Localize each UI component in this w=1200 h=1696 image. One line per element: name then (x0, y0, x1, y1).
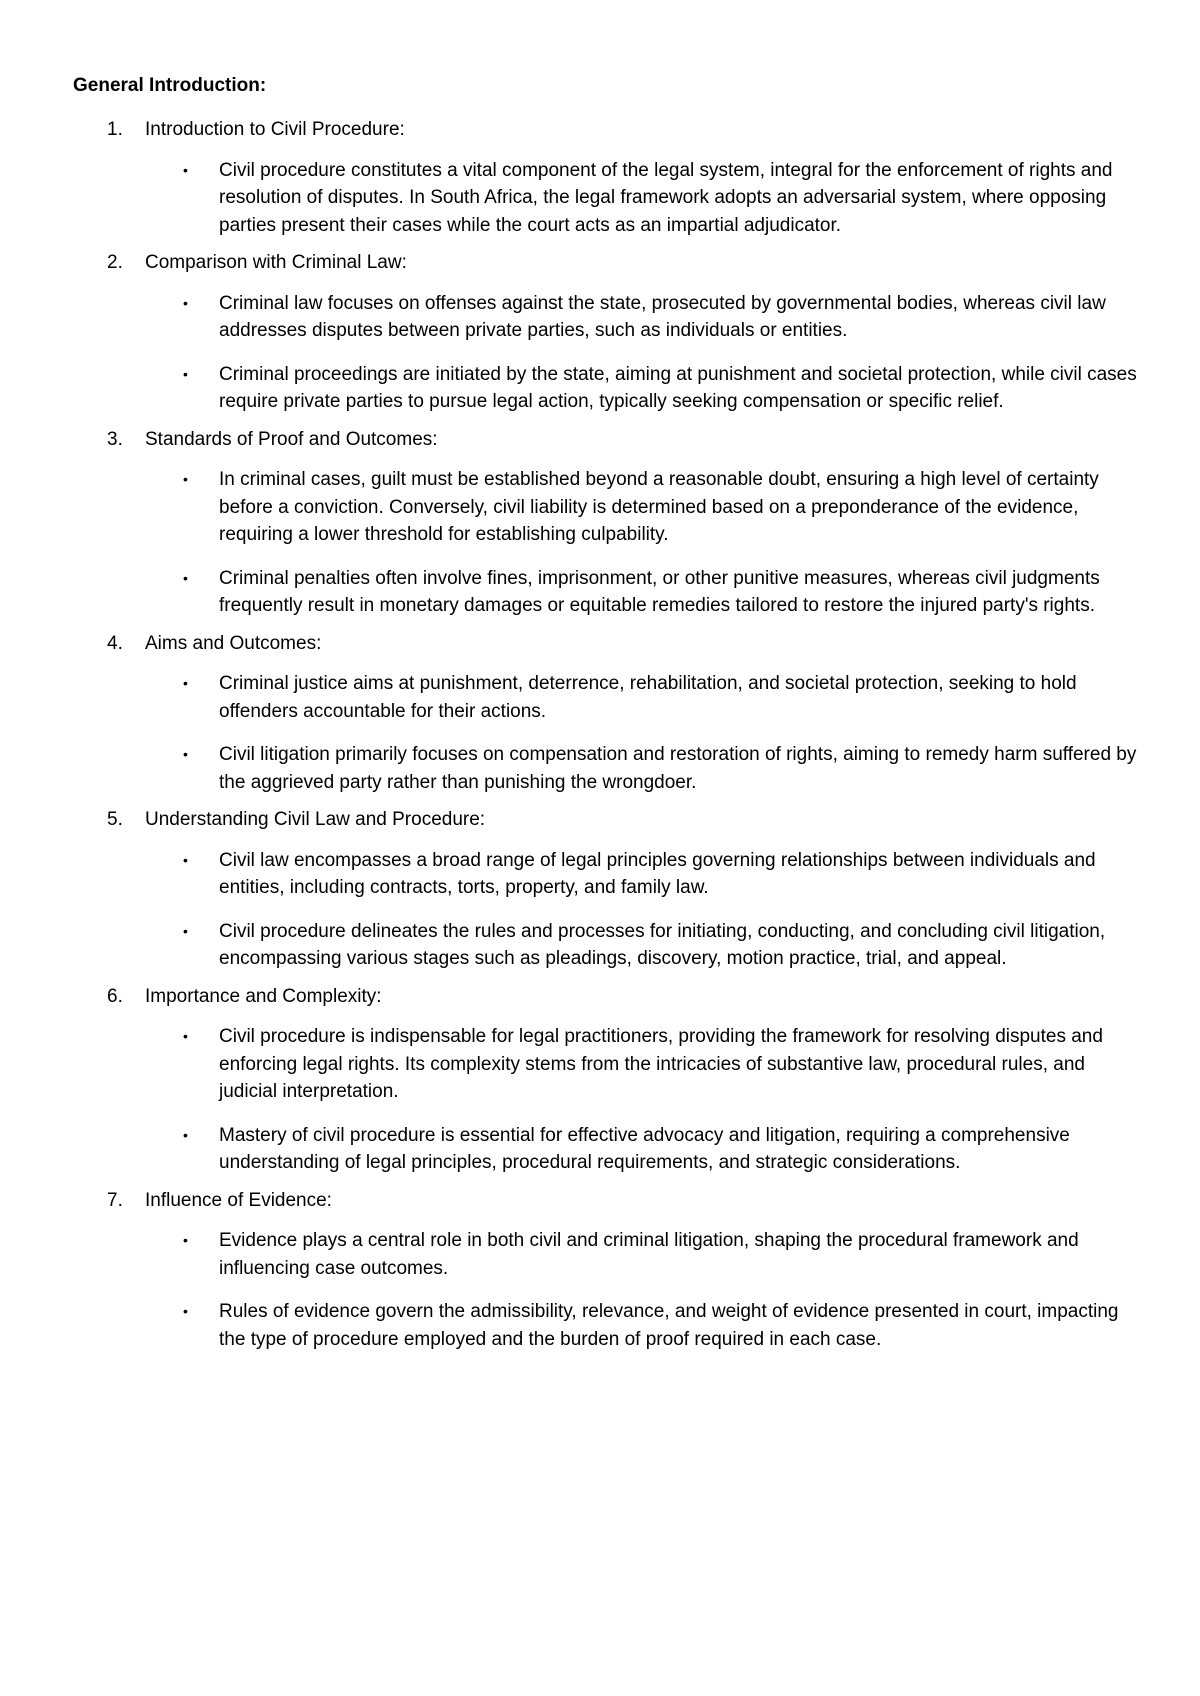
bullet-item (73, 741, 1143, 796)
document-title: General Introduction: (73, 75, 267, 96)
bullet-icon: • (183, 1303, 188, 1319)
bullet-list (73, 1227, 1143, 1353)
section-item (73, 630, 1143, 797)
bullet-icon: • (183, 922, 188, 939)
bullet-item (73, 1298, 1143, 1353)
bullet-list (73, 466, 1143, 620)
bullet-icon: • (183, 471, 188, 487)
section-heading (73, 116, 1143, 144)
section-number: 7. (107, 1189, 123, 1211)
bullet-icon: • (183, 1126, 188, 1143)
bullet-icon: • (183, 365, 188, 382)
section-number: 3. (107, 428, 123, 450)
bullet-item (73, 466, 1143, 549)
section-title: Aims and Outcomes: (145, 632, 322, 654)
section-title: Understanding Civil Law and Procedure: (145, 809, 486, 830)
bullet-text: Civil procedure is indispensable for legal practitioners, providing the framework for resolving disputes and enforcing legal rights. Its complexity stems from the intricacies of substantive law, procedural rules, and judicial interpretation. (219, 1026, 1103, 1102)
section-item (73, 426, 1143, 620)
section-heading (73, 806, 1143, 834)
bullet-text: In criminal cases, guilt must be established beyond a reasonable doubt, ensuring a high level of certainty before a conviction. Conversely, civil liability is determined based on a preponderance of the evidence, requiring a lower threshold for establishing culpability. (219, 469, 1099, 545)
bullet-icon: • (183, 1232, 188, 1248)
section-list (73, 116, 1143, 1363)
bullet-text: Mastery of civil procedure is essential for effective advocacy and litigation, requiring a comprehensive understanding of legal principles, procedural requirements, and strategic considerations. (219, 1124, 1070, 1173)
section-number: 4. (107, 632, 123, 654)
bullet-item (73, 670, 1143, 725)
bullet-icon: • (183, 851, 188, 868)
bullet-icon: • (183, 569, 188, 586)
bullet-text: Criminal justice aims at punishment, deterrence, rehabilitation, and societal protection, seeking to hold offenders accountable for their actions. (219, 673, 1077, 722)
bullet-list (73, 157, 1143, 240)
bullet-text: Evidence plays a central role in both civil and criminal litigation, shaping the procedural framework and influencing case outcomes. (219, 1230, 1079, 1279)
bullet-icon: • (183, 746, 188, 762)
bullet-item (73, 157, 1143, 240)
section-item (73, 249, 1143, 416)
bullet-item (73, 1122, 1143, 1177)
bullet-text: Civil law encompasses a broad range of legal principles governing relationships between individuals and entities, including contracts, torts, property, and family law. (219, 849, 1096, 898)
section-item (73, 983, 1143, 1177)
section-heading (73, 630, 1143, 658)
bullet-list (73, 670, 1143, 796)
bullet-list (73, 290, 1143, 416)
section-heading (73, 426, 1143, 454)
bullet-text: Criminal proceedings are initiated by the state, aiming at punishment and societal protection, while civil cases require private parties to pursue legal action, typically seeking compensation or specific relief. (219, 363, 1137, 412)
section-title: Comparison with Criminal Law: (145, 252, 407, 273)
bullet-icon: • (183, 675, 188, 691)
bullet-list (73, 1023, 1143, 1177)
section-number: 2. (107, 252, 123, 273)
bullet-item (73, 361, 1143, 416)
section-number: 6. (107, 985, 123, 1007)
bullet-item (73, 290, 1143, 345)
bullet-text: Civil procedure delineates the rules and processes for initiating, conducting, and concluding civil litigation, encompassing various stages such as pleadings, discovery, motion practice, trial, and appeal. (219, 920, 1106, 969)
section-heading (73, 983, 1143, 1011)
bullet-item (73, 918, 1143, 973)
section-item (73, 116, 1143, 239)
section-number: 1. (107, 119, 123, 140)
bullet-item (73, 1023, 1143, 1106)
bullet-icon: • (183, 1028, 188, 1044)
bullet-list (73, 847, 1143, 973)
section-heading (73, 1187, 1143, 1215)
bullet-text: Criminal law focuses on offenses against the state, prosecuted by governmental bodies, whereas civil law addresses disputes between private parties, such as individuals or entities. (219, 292, 1106, 341)
bullet-text: Rules of evidence govern the admissibility, relevance, and weight of evidence presented in court, impacting the type of procedure employed and the burden of proof required in each case. (219, 1301, 1119, 1350)
section-title: Introduction to Civil Procedure: (145, 119, 405, 140)
section-title: Standards of Proof and Outcomes: (145, 428, 438, 450)
bullet-text: Criminal penalties often involve fines, imprisonment, or other punitive measures, whereas civil judgments frequently result in monetary damages or equitable remedies tailored to restore the injured party's rights. (219, 567, 1100, 616)
section-item (73, 806, 1143, 973)
bullet-icon: • (183, 161, 188, 178)
section-title: Influence of Evidence: (145, 1189, 332, 1211)
section-number: 5. (107, 809, 123, 830)
section-heading (73, 249, 1143, 277)
section-item (73, 1187, 1143, 1354)
section-title: Importance and Complexity: (145, 985, 382, 1007)
bullet-text: Civil litigation primarily focuses on compensation and restoration of rights, aiming to remedy harm suffered by the aggrieved party rather than punishing the wrongdoer. (219, 744, 1137, 793)
bullet-icon: • (183, 294, 188, 311)
bullet-text: Civil procedure constitutes a vital component of the legal system, integral for the enforcement of rights and resolution of disputes. In South Africa, the legal framework adopts an adversarial system, where opposing parties present their cases while the court acts as an impartial adjudicator. (219, 159, 1113, 236)
bullet-item (73, 1227, 1143, 1282)
bullet-item (73, 565, 1143, 620)
bullet-item (73, 847, 1143, 902)
